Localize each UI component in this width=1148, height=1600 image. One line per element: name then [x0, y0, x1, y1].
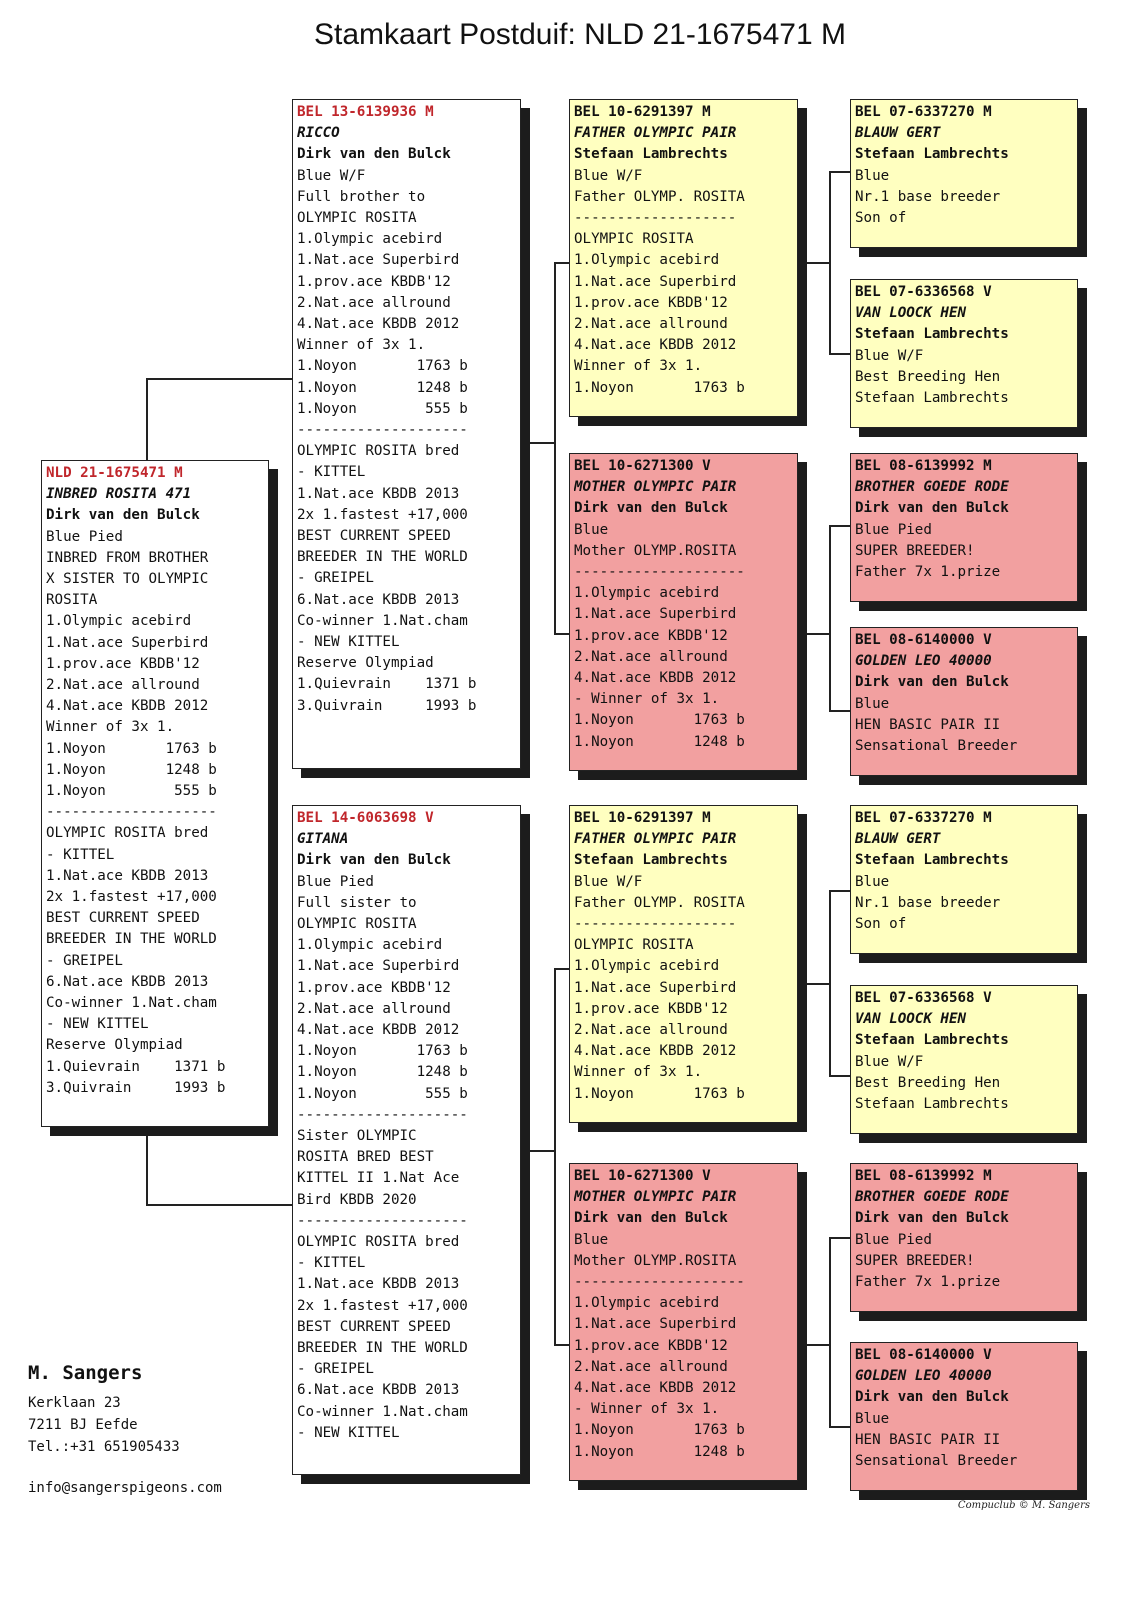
- card-line: OLYMPIC ROSITA: [297, 210, 417, 227]
- ring-number: BEL 13-6139936 M: [297, 104, 434, 120]
- connector: [521, 1150, 555, 1152]
- owner-city: 7211 BJ Eefde: [28, 1417, 138, 1433]
- card-line: 2.Nat.ace allround: [574, 1358, 728, 1375]
- card-line: ROSITA: [46, 592, 98, 609]
- connector: [829, 353, 852, 355]
- owner-street: Kerklaan 23: [28, 1395, 121, 1411]
- card-line: - GREIPEL: [297, 570, 374, 587]
- pigeon-name: VAN LOOCK HEN: [855, 1011, 967, 1028]
- card-line: - Winner of 3x 1.: [574, 691, 720, 708]
- ring-number: BEL 14-6063698 V: [297, 810, 434, 826]
- ring-number: NLD 21-1675471 M: [46, 465, 183, 481]
- connector: [798, 1344, 830, 1346]
- card-line: Son of: [855, 210, 907, 227]
- connector: [798, 262, 830, 264]
- card-line: - KITTEL: [46, 846, 115, 863]
- card-line: 1.Quievrain 1371 b: [46, 1058, 226, 1075]
- card-line: Mother OLYMP.ROSITA: [574, 1252, 737, 1269]
- card-line: 2.Nat.ace allround: [297, 1000, 451, 1017]
- card-line: --------------------: [297, 422, 468, 439]
- connector: [521, 442, 555, 444]
- card-line: 1.Nat.ace Superbird: [574, 606, 737, 623]
- card-line: Winner of 3x 1.: [297, 337, 426, 354]
- card-line: 1.Olympic acebird: [297, 937, 443, 954]
- card-line: Father OLYMP. ROSITA: [574, 894, 745, 911]
- card-line: Blue W/F: [855, 1053, 924, 1070]
- pigeon-name: GOLDEN LEO 40000: [855, 653, 992, 670]
- card-line: 2.Nat.ace allround: [297, 294, 451, 311]
- card-line: BREEDER IN THE WORLD: [297, 1340, 468, 1357]
- card-line: - KITTEL: [297, 464, 366, 481]
- card-line: 2x 1.fastest +17,000: [297, 506, 468, 523]
- pigeon-name: RICCO: [297, 125, 340, 142]
- card-line: - NEW KITTEL: [297, 634, 400, 651]
- dam-sire-card: [569, 805, 798, 1123]
- card-line: 1.prov.ace KBDB'12: [297, 273, 451, 290]
- card-line: -------------------: [574, 916, 737, 933]
- connector: [829, 1237, 831, 1427]
- card-line: Full sister to: [297, 894, 417, 911]
- card-line: Best Breeding Hen: [855, 1074, 1001, 1091]
- card-line: 1.Quievrain 1371 b: [297, 676, 477, 693]
- breeder-name: Dirk van den Bulck: [574, 1210, 728, 1227]
- card-line: Blue: [855, 1410, 890, 1427]
- card-line: 4.Nat.ace KBDB 2012: [46, 698, 209, 715]
- card-line: - GREIPEL: [297, 1361, 374, 1378]
- ring-number: BEL 08-6139992 M: [855, 1168, 992, 1184]
- card-line: HEN BASIC PAIR II: [855, 716, 1001, 733]
- ring-number: BEL 08-6140000 V: [855, 1347, 992, 1363]
- card-line: Blue W/F: [574, 167, 643, 184]
- card-line: 1.Nat.ace Superbird: [574, 1316, 737, 1333]
- card-line: 1.Nat.ace KBDB 2013: [46, 867, 209, 884]
- connector: [829, 890, 831, 1076]
- pigeon-name: BROTHER GOEDE RODE: [855, 479, 1009, 496]
- pigeon-name: MOTHER OLYMPIC PAIR: [574, 479, 737, 496]
- card-line: Full brother to: [297, 188, 426, 205]
- card-line: Blue: [574, 1231, 609, 1248]
- card-line: Stefaan Lambrechts: [855, 390, 1009, 407]
- ds-dam-card: [850, 985, 1078, 1134]
- card-line: 1.Nat.ace Superbird: [297, 958, 460, 975]
- connector: [829, 171, 852, 173]
- breeder-name: Dirk van den Bulck: [297, 852, 451, 869]
- breeder-name: Stefaan Lambrechts: [855, 146, 1009, 163]
- card-line: Sensational Breeder: [855, 1453, 1018, 1470]
- card-line: 1.Nat.ace Superbird: [297, 252, 460, 269]
- connector: [829, 710, 852, 712]
- card-line: SUPER BREEDER!: [855, 542, 975, 559]
- connector: [829, 1237, 852, 1239]
- card-line: 1.Noyon 1763 b: [574, 712, 745, 729]
- ring-number: BEL 07-6337270 M: [855, 104, 992, 120]
- connector: [829, 1075, 852, 1077]
- connector: [829, 171, 831, 354]
- card-line: SUPER BREEDER!: [855, 1252, 975, 1269]
- connector: [146, 378, 148, 460]
- owner-email[interactable]: info@sangerspigeons.com: [28, 1480, 222, 1496]
- breeder-name: Stefaan Lambrechts: [574, 852, 728, 869]
- breeder-name: Dirk van den Bulck: [855, 1210, 1009, 1227]
- card-line: Mother OLYMP.ROSITA: [574, 542, 737, 559]
- card-line: OLYMPIC ROSITA bred: [46, 825, 209, 842]
- card-line: Blue Pied: [297, 873, 374, 890]
- card-line: 2.Nat.ace allround: [574, 648, 728, 665]
- breeder-name: Stefaan Lambrechts: [855, 852, 1009, 869]
- pigeon-name: FATHER OLYMPIC PAIR: [574, 831, 737, 848]
- card-line: Nr.1 base breeder: [855, 188, 1001, 205]
- card-line: 1.Noyon 1763 b: [574, 1085, 745, 1102]
- card-line: ROSITA BRED BEST: [297, 1149, 434, 1166]
- card-line: KITTEL II 1.Nat Ace: [297, 1170, 460, 1187]
- connector: [798, 633, 830, 635]
- card-line: --------------------: [574, 1274, 745, 1291]
- card-line: Winner of 3x 1.: [46, 719, 175, 736]
- card-line: 1.Olympic acebird: [574, 1295, 720, 1312]
- card-line: OLYMPIC ROSITA: [297, 916, 417, 933]
- card-line: 1.Noyon 555 b: [46, 783, 217, 800]
- card-line: 1.Olympic acebird: [574, 252, 720, 269]
- card-line: OLYMPIC ROSITA bred: [297, 443, 460, 460]
- card-line: Best Breeding Hen: [855, 368, 1001, 385]
- card-line: BEST CURRENT SPEED: [297, 528, 451, 545]
- card-line: - Winner of 3x 1.: [574, 1401, 720, 1418]
- card-line: Co-winner 1.Nat.cham: [297, 1403, 468, 1420]
- connector: [146, 1127, 148, 1205]
- card-line: Sister OLYMPIC: [297, 1128, 417, 1145]
- card-line: HEN BASIC PAIR II: [855, 1431, 1001, 1448]
- credit-text: Compuclub © M. Sangers: [957, 1500, 1090, 1511]
- card-line: 1.Noyon 1248 b: [297, 379, 468, 396]
- card-line: Blue Pied: [46, 528, 123, 545]
- card-line: Stefaan Lambrechts: [855, 1096, 1009, 1113]
- card-line: BREEDER IN THE WORLD: [46, 931, 217, 948]
- card-line: 4.Nat.ace KBDB 2012: [297, 1022, 460, 1039]
- ring-number: BEL 07-6336568 V: [855, 990, 992, 1006]
- card-line: OLYMPIC ROSITA bred: [297, 1234, 460, 1251]
- card-line: 1.Noyon 555 b: [297, 400, 468, 417]
- card-line: 1.prov.ace KBDB'12: [574, 627, 728, 644]
- card-line: 1.Nat.ace KBDB 2013: [297, 1276, 460, 1293]
- card-line: 1.Noyon 1763 b: [297, 1043, 468, 1060]
- card-line: 1.Olympic acebird: [297, 231, 443, 248]
- card-line: 4.Nat.ace KBDB 2012: [574, 1043, 737, 1060]
- pigeon-name: FATHER OLYMPIC PAIR: [574, 125, 737, 142]
- card-line: INBRED FROM BROTHER: [46, 549, 209, 566]
- card-line: 1.Nat.ace Superbird: [574, 273, 737, 290]
- connector: [829, 1426, 852, 1428]
- card-line: 2x 1.fastest +17,000: [46, 889, 217, 906]
- card-line: 1.Nat.ace Superbird: [574, 979, 737, 996]
- ring-number: BEL 10-6291397 M: [574, 104, 711, 120]
- card-line: - KITTEL: [297, 1255, 366, 1272]
- card-line: Sensational Breeder: [855, 738, 1018, 755]
- connector: [554, 262, 556, 634]
- card-line: Father 7x 1.prize: [855, 564, 1001, 581]
- ds-sire-card: [850, 805, 1078, 954]
- connector: [146, 1204, 295, 1206]
- breeder-name: Stefaan Lambrechts: [855, 326, 1009, 343]
- card-line: 4.Nat.ace KBDB 2012: [574, 337, 737, 354]
- card-line: - GREIPEL: [46, 952, 123, 969]
- card-line: Reserve Olympiad: [297, 655, 434, 672]
- card-line: Blue W/F: [574, 873, 643, 890]
- card-line: Co-winner 1.Nat.cham: [297, 612, 468, 629]
- card-line: Son of: [855, 916, 907, 933]
- dd-sire-card: [850, 1163, 1078, 1312]
- ring-number: BEL 08-6140000 V: [855, 632, 992, 648]
- pigeon-name: BROTHER GOEDE RODE: [855, 1189, 1009, 1206]
- card-line: Blue Pied: [855, 521, 932, 538]
- card-line: OLYMPIC ROSITA: [574, 937, 694, 954]
- card-line: 1.Noyon 1248 b: [297, 1064, 468, 1081]
- pigeon-name: GOLDEN LEO 40000: [855, 1368, 992, 1385]
- card-line: 1.prov.ace KBDB'12: [574, 294, 728, 311]
- breeder-name: Dirk van den Bulck: [46, 507, 200, 524]
- ring-number: BEL 08-6139992 M: [855, 458, 992, 474]
- connector: [829, 525, 852, 527]
- card-line: 4.Nat.ace KBDB 2012: [574, 670, 737, 687]
- pigeon-name: BLAUW GERT: [855, 831, 941, 848]
- sire-sire-card: [569, 99, 798, 417]
- connector: [829, 525, 831, 711]
- card-line: 2x 1.fastest +17,000: [297, 1297, 468, 1314]
- breeder-name: Dirk van den Bulck: [855, 674, 1009, 691]
- owner-phone: Tel.:+31 651905433: [28, 1439, 180, 1455]
- card-line: --------------------: [297, 1106, 468, 1123]
- card-line: --------------------: [574, 564, 745, 581]
- card-line: 3.Quivrain 1993 b: [46, 1079, 226, 1096]
- card-line: 1.Nat.ace KBDB 2013: [297, 485, 460, 502]
- pigeon-name: MOTHER OLYMPIC PAIR: [574, 1189, 737, 1206]
- pigeon-name: BLAUW GERT: [855, 125, 941, 142]
- card-line: Winner of 3x 1.: [574, 358, 703, 375]
- connector: [829, 890, 852, 892]
- card-line: 2.Nat.ace allround: [46, 677, 200, 694]
- card-line: 6.Nat.ace KBDB 2013: [46, 973, 209, 990]
- card-line: - NEW KITTEL: [297, 1424, 400, 1441]
- card-line: Blue: [855, 873, 890, 890]
- breeder-name: Dirk van den Bulck: [855, 500, 1009, 517]
- card-line: 1.Nat.ace Superbird: [46, 634, 209, 651]
- page-title: Stamkaart Postduif: NLD 21-1675471 M: [314, 18, 846, 51]
- ring-number: BEL 10-6271300 V: [574, 458, 711, 474]
- card-line: Blue W/F: [855, 347, 924, 364]
- card-line: 1.prov.ace KBDB'12: [574, 1337, 728, 1354]
- subject-card: [41, 460, 269, 1127]
- ring-number: BEL 10-6271300 V: [574, 1168, 711, 1184]
- sire-card: [292, 99, 521, 769]
- connector: [554, 968, 556, 1345]
- ss-dam-card: [850, 279, 1078, 428]
- breeder-name: Stefaan Lambrechts: [574, 146, 728, 163]
- card-line: - NEW KITTEL: [46, 1016, 149, 1033]
- card-line: 4.Nat.ace KBDB 2012: [297, 316, 460, 333]
- dam-card: [292, 805, 521, 1475]
- card-line: 4.Nat.ace KBDB 2012: [574, 1380, 737, 1397]
- card-line: Blue: [855, 167, 890, 184]
- card-line: --------------------: [46, 804, 217, 821]
- card-line: BREEDER IN THE WORLD: [297, 549, 468, 566]
- owner-name: M. Sangers: [28, 1362, 143, 1384]
- card-line: 6.Nat.ace KBDB 2013: [297, 1382, 460, 1399]
- card-line: Blue W/F: [297, 167, 366, 184]
- sd-dam-card: [850, 627, 1078, 776]
- card-line: 1.Noyon 1763 b: [574, 379, 745, 396]
- ring-number: BEL 07-6337270 M: [855, 810, 992, 826]
- card-line: Reserve Olympiad: [46, 1037, 183, 1054]
- card-line: BEST CURRENT SPEED: [297, 1318, 451, 1335]
- card-line: Father OLYMP. ROSITA: [574, 188, 745, 205]
- pigeon-name: GITANA: [297, 831, 349, 848]
- card-line: X SISTER TO OLYMPIC: [46, 571, 209, 588]
- card-line: Bird KBDB 2020: [297, 1191, 417, 1208]
- card-line: 1.Noyon 1248 b: [574, 1443, 745, 1460]
- pigeon-name: VAN LOOCK HEN: [855, 305, 967, 322]
- card-line: Winner of 3x 1.: [574, 1064, 703, 1081]
- card-line: -------------------: [574, 210, 737, 227]
- card-line: BEST CURRENT SPEED: [46, 910, 200, 927]
- connector: [146, 378, 295, 380]
- connector: [798, 983, 830, 985]
- card-line: 1.Noyon 1248 b: [574, 733, 745, 750]
- card-line: Co-winner 1.Nat.cham: [46, 995, 217, 1012]
- card-line: 1.Noyon 1763 b: [46, 740, 217, 757]
- card-line: Father 7x 1.prize: [855, 1274, 1001, 1291]
- breeder-name: Dirk van den Bulck: [574, 500, 728, 517]
- card-line: 1.Olympic acebird: [46, 613, 192, 630]
- card-line: Blue Pied: [855, 1231, 932, 1248]
- sd-sire-card: [850, 453, 1078, 602]
- breeder-name: Dirk van den Bulck: [855, 1389, 1009, 1406]
- pigeon-name: INBRED ROSITA 471: [46, 486, 192, 503]
- card-line: 1.prov.ace KBDB'12: [46, 655, 200, 672]
- card-line: Blue: [574, 521, 609, 538]
- card-line: OLYMPIC ROSITA: [574, 231, 694, 248]
- card-line: 1.Olympic acebird: [574, 958, 720, 975]
- card-line: 2.Nat.ace allround: [574, 1022, 728, 1039]
- ring-number: BEL 07-6336568 V: [855, 284, 992, 300]
- card-line: 1.Olympic acebird: [574, 585, 720, 602]
- dd-dam-card: [850, 1342, 1078, 1491]
- card-line: --------------------: [297, 1212, 468, 1229]
- card-line: 1.prov.ace KBDB'12: [574, 1000, 728, 1017]
- card-line: 1.prov.ace KBDB'12: [297, 979, 451, 996]
- card-line: Blue: [855, 695, 890, 712]
- card-line: 1.Noyon 1763 b: [574, 1422, 745, 1439]
- breeder-name: Stefaan Lambrechts: [855, 1032, 1009, 1049]
- card-line: 1.Noyon 555 b: [297, 1085, 468, 1102]
- breeder-name: Dirk van den Bulck: [297, 146, 451, 163]
- card-line: 3.Quivrain 1993 b: [297, 697, 477, 714]
- sire-dam-card: [569, 453, 798, 771]
- dam-dam-card: [569, 1163, 798, 1481]
- ring-number: BEL 10-6291397 M: [574, 810, 711, 826]
- card-line: 6.Nat.ace KBDB 2013: [297, 591, 460, 608]
- ss-sire-card: [850, 99, 1078, 248]
- card-line: 1.Noyon 1763 b: [297, 358, 468, 375]
- card-line: Nr.1 base breeder: [855, 894, 1001, 911]
- card-line: 2.Nat.ace allround: [574, 316, 728, 333]
- card-line: 1.Noyon 1248 b: [46, 761, 217, 778]
